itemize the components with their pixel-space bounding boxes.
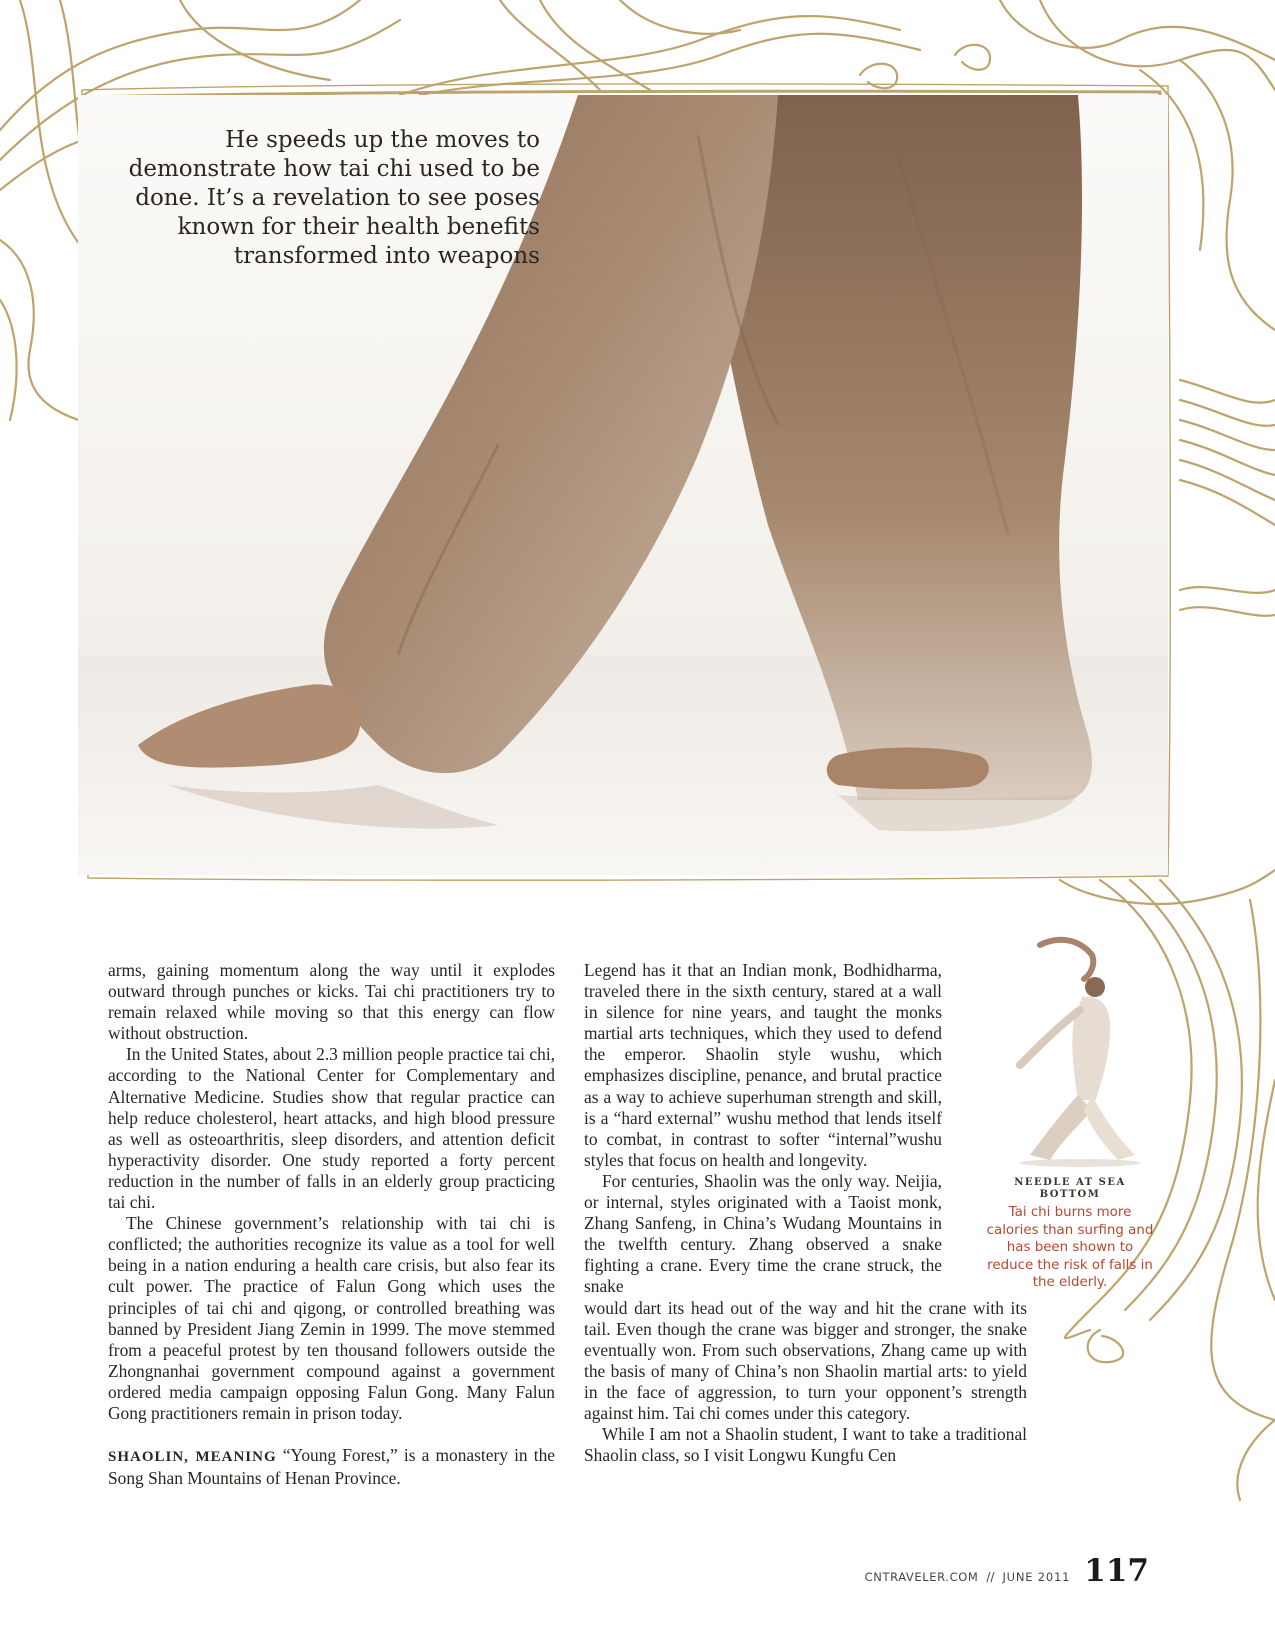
paragraph: Legend has it that an Indian monk, Bodhidharma, traveled there in the sixth century, stared at a wall in silence for nine years, and taught the monks martial arts techniques, which they used to defend the emperor. Shaolin style wushu, which emphasizes discipline, penance, and brutal practice as a way to achieve superhuman strength and skill, is a “hard external” wushu method that lends itself to combat, in contrast to softer “internal”wushu styles that focus on health and longevity.	[584, 960, 942, 1170]
page-number: 117	[1084, 1553, 1149, 1589]
article-column-right	[584, 960, 1027, 1466]
paragraph: arms, gaining momentum along the way until it explodes outward through punches or kicks. Tai chi practitioners try to remain relaxed while moving so that this energy can flow without obstruction.	[108, 960, 555, 1044]
section-paragraph	[108, 1445, 555, 1489]
footer-date: JUNE 2011	[1002, 1570, 1071, 1584]
paragraph: While I am not a Shaolin student, I want to take a traditional Shaolin class, so I visit Longwu Kungfu Cen	[584, 1424, 1027, 1466]
paragraph: For centuries, Shaolin was the only way. Neijia, or internal, styles originated with a Taoist monk, Zhang Sanfeng, in China’s Wudang Mountains in the twelfth century. Zhang observed a snake fighting a crane. Every time the crane struck, the snake	[584, 1170, 942, 1297]
footer-separator: //	[986, 1570, 995, 1584]
article-column-left	[108, 960, 555, 1489]
section-text: “Young Forest,” is a monastery in the Song Shan Mountains of Henan Province.	[108, 1445, 555, 1489]
caption-title: NEEDLE AT SEA BOTTOM	[1014, 1177, 1126, 1200]
paragraph: The Chinese government’s relationship with tai chi is conflicted; the authorities recognize its value as a tool for well being in a nation enduring a health care crisis, but also fear its cult power. The practice of Falun Gong which uses the principles of tai chi and qigong, or controlled breathing was banned by President Jiang Zemin in 1999. The move stemmed from a peaceful protest by ten thousand followers outside the Zhongnanhai government compound against a government ordered media campaign opposing Falun Gong. Many Falun Gong practitioners remain in prison today.	[108, 1213, 555, 1423]
paragraph: In the United States, about 2.3 million people practice tai chi, according to the National Center for Complementary and Alternative Medicine. Studies show that regular practice can help reduce cholesterol, heart attacks, and high blood pressure as well as osteoarthritis, sleep disorders, and attention deficit hyperactivity disorder. One study reported a forty percent reduction in the number of falls in an elderly group practicing tai chi.	[108, 1044, 555, 1213]
caption-text: Tai chi burns more calories than surfing and has been shown to reduce the risk of falls in the elderly.	[986, 1205, 1154, 1291]
pull-quote: He speeds up the moves to demonstrate how tai chi used to be done. It’s a revelation to see poses known for their health benefits transformed into weapons	[128, 127, 540, 269]
tai-chi-figure-photo	[1000, 935, 1150, 1170]
page-footer	[865, 1553, 1149, 1593]
footer-site: CNTRAVELER.COM	[864, 1570, 979, 1584]
section-lead: SHAOLIN, MEANING	[108, 1449, 277, 1466]
paragraph: would dart its head out of the way and hit the crane with its tail. Even though the crane was bigger and stronger, the snake eventually won. From such observations, Zhang came up with the basis of many of China’s non Shaolin martial arts: to yield in the face of aggression, to turn your opponent’s strength against him. Tai chi comes under this category.	[584, 1297, 1027, 1423]
